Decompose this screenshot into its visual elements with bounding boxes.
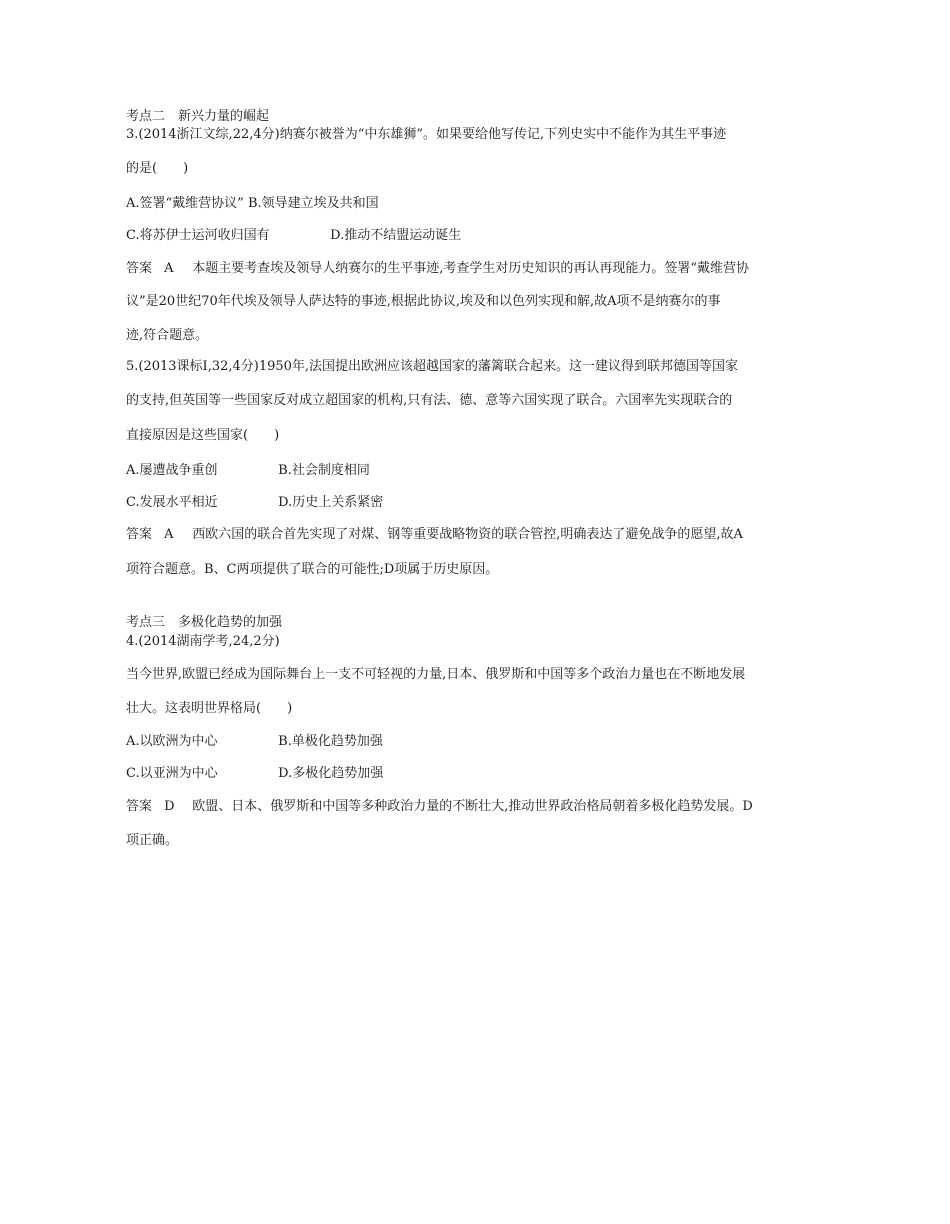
answer-line <box>126 526 826 544</box>
question-source: 4.(2014湖南学考,24,2分) <box>126 634 280 649</box>
answer-explanation: 议”是20世纪70年代埃及领导人萨达特的事迹,根据此协议,埃及和以色列实现和解,故A项不是纳赛尔的事 <box>126 294 721 309</box>
answer-label: 答案 <box>126 527 153 542</box>
answer-explanation: 迹,符合题意。 <box>126 328 209 343</box>
question-options <box>126 733 826 751</box>
answer-line <box>126 798 826 816</box>
option-b: B.单极化趋势加强 <box>278 734 383 749</box>
option-d: D.推动不结盟运动诞生 <box>330 228 462 243</box>
option-a: A.屡遭战争重创 <box>126 463 218 478</box>
question-options <box>126 195 826 213</box>
question-stem: 的是( ) <box>126 161 189 176</box>
option-c: C.将苏伊士运河收归国有 <box>126 228 270 243</box>
question-stem: 当今世界,欧盟已经成为国际舞台上一支不可轻视的力量,日本、俄罗斯和中国等多个政治力量也在不断地发展 <box>126 667 746 682</box>
option-b: B.领导建立埃及共和国 <box>247 196 379 211</box>
section-heading: 考点三 多极化趋势的加强 <box>126 615 283 630</box>
answer-explanation: 项符合题意。B、C两项提供了联合的可能性;D项属于历史原因。 <box>126 562 499 577</box>
option-c: C.发展水平相近 <box>126 495 218 510</box>
answer-key: A <box>164 527 174 542</box>
question-options <box>126 765 826 783</box>
answer-label: 答案 <box>126 261 153 276</box>
option-a: A.以欧洲为中心 <box>126 734 218 749</box>
answer-key: A <box>164 261 174 276</box>
question-stem: 直接原因是这些国家( ) <box>126 428 280 443</box>
option-c: C.以亚洲为中心 <box>126 766 218 781</box>
answer-explanation: 项正确。 <box>126 833 179 848</box>
question-stem: 壮大。这表明世界格局( ) <box>126 701 293 716</box>
answer-explanation: 本题主要考查埃及领导人纳赛尔的生平事迹,考查学生对历史知识的再认再现能力。签署“戴维营协 <box>192 261 750 276</box>
question-stem: 5.(2013课标Ⅰ,32,4分)1950年,法国提出欧洲应该超越国家的藩篱联合起来。这一建议得到联邦德国等国家 <box>126 359 739 374</box>
question-options <box>126 227 826 245</box>
option-d: D.历史上关系紧密 <box>278 495 384 510</box>
answer-line <box>126 260 826 278</box>
answer-label: 答案 <box>126 799 153 814</box>
answer-explanation: 西欧六国的联合首先实现了对煤、钢等重要战略物资的联合管控,明确表达了避免战争的愿望,故A <box>192 527 743 542</box>
question-options <box>126 462 826 480</box>
option-b: B.社会制度相同 <box>278 463 370 478</box>
option-a: A.签署“戴维营协议” <box>126 196 244 211</box>
question-stem: 的支持,但英国等一些国家反对成立超国家的机构,只有法、德、意等六国实现了联合。六国率先实现联合的 <box>126 393 733 408</box>
option-d: D.多极化趋势加强 <box>278 766 384 781</box>
question-stem: 3.(2014浙江文综,22,4分)纳赛尔被誉为“中东雄狮”。如果要给他写传记,下列史实中不能作为其生平事迹 <box>126 127 727 142</box>
answer-key: D <box>164 799 175 814</box>
section-heading: 考点二 新兴力量的崛起 <box>126 109 270 124</box>
answer-explanation: 欧盟、日本、俄罗斯和中国等多种政治力量的不断壮大,推动世界政治格局朝着多极化趋势发展。D <box>192 799 753 814</box>
question-options <box>126 494 826 512</box>
